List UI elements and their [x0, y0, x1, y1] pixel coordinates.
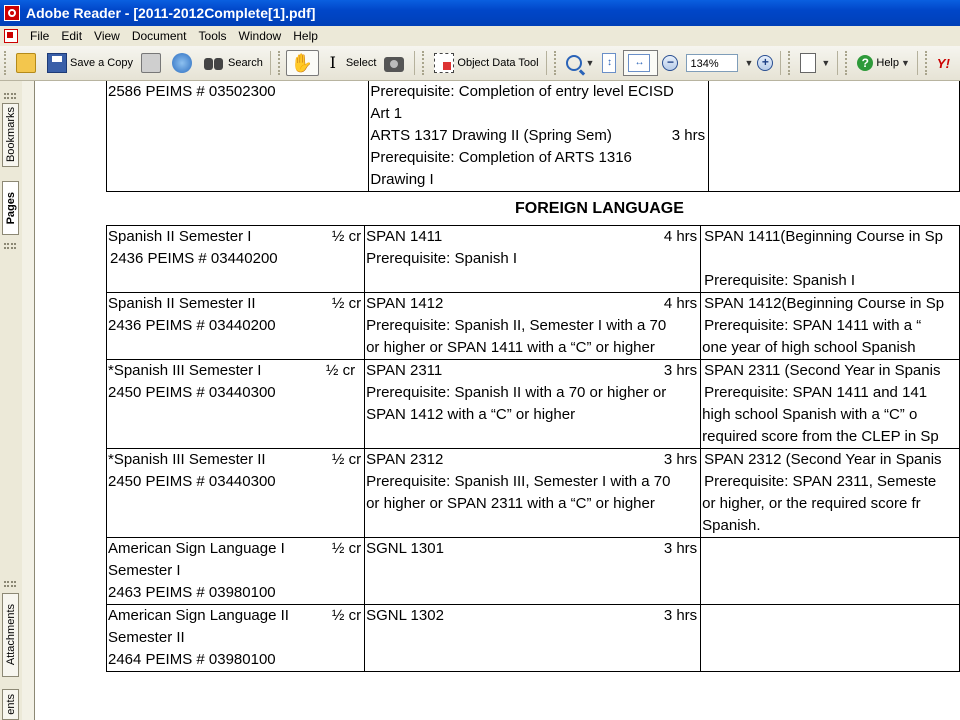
toolbar-separator [780, 51, 781, 75]
course-name: American Sign Language II [108, 607, 289, 624]
search-button[interactable] [199, 50, 267, 76]
table-cell [107, 360, 365, 449]
text-cursor-icon: I [329, 53, 336, 72]
course-line [107, 226, 364, 248]
table-cell [369, 81, 709, 192]
floppy-disk-icon [47, 53, 67, 73]
pages-icon [800, 53, 816, 73]
college-course-text: SPAN 1412(Beginning Course in Sp [704, 295, 945, 312]
course-hours: 4 hrs [663, 295, 698, 312]
title-bar [0, 0, 960, 26]
course-line [365, 360, 700, 382]
course-code: SPAN 1412 [366, 295, 444, 312]
fit-width-icon: ↔ [628, 54, 650, 72]
course-line [107, 293, 364, 315]
prerequisite-text: Prerequisite: Spanish I [366, 250, 518, 267]
save-copy-label: Save a Copy [70, 57, 133, 69]
course-code: ARTS 1317 Drawing II (Spring Sem) [370, 127, 612, 144]
college-course-text: one year of high school Spanish [702, 339, 916, 356]
toolbar-grip[interactable] [925, 51, 930, 75]
tab-pages-label: Pages [4, 191, 17, 225]
chevron-down-icon: ▼ [901, 58, 910, 68]
tab-comments-label: ents [4, 694, 17, 715]
table-cell [701, 293, 960, 360]
toolbar-separator [414, 51, 415, 75]
course-line [369, 125, 708, 147]
zoom-in-button[interactable] [753, 50, 777, 76]
zoom-tool-button[interactable] [562, 50, 599, 76]
college-course-text: SPAN 1411(Beginning Course in Sp [704, 228, 943, 245]
document-view[interactable] [35, 81, 960, 720]
prerequisite-text: Prerequisite: Spanish III, Semester I with a 70 [366, 473, 671, 490]
toolbar-separator [270, 51, 271, 75]
camera-icon [384, 57, 404, 72]
object-data-icon [434, 53, 454, 73]
object-data-tool-label: Object Data Tool [457, 57, 539, 69]
help-button[interactable] [853, 50, 914, 76]
snapshot-button[interactable] [380, 50, 411, 76]
search-label: Search [227, 57, 263, 69]
college-course-text [701, 248, 959, 270]
table-cell [107, 449, 365, 538]
semester-label: Semester II [108, 629, 185, 646]
prerequisite-text: Drawing I [370, 171, 434, 188]
fit-page-button[interactable] [598, 50, 623, 76]
table-cell [701, 449, 960, 538]
credit: ½ cr [331, 451, 362, 468]
page-layout-button[interactable] [796, 50, 834, 76]
prerequisite-text: SPAN 1412 with a “C” or higher [366, 406, 576, 423]
course-line [365, 538, 700, 560]
toolbar-grip[interactable] [278, 51, 283, 75]
course-hours: 3 hrs [663, 540, 698, 557]
tab-bookmarks[interactable] [2, 103, 19, 167]
college-course-text: Prerequisite: SPAN 2311, Semeste [704, 473, 937, 490]
course-code: SPAN 1411 [366, 228, 443, 245]
credit: ½ cr [331, 228, 362, 245]
select-tool-button[interactable] [319, 50, 381, 76]
email-globe-icon [172, 53, 192, 73]
menu-view[interactable]: View [94, 29, 120, 43]
hand-icon: ✋ [290, 53, 314, 73]
peims-number: 2464 PEIMS # 03980100 [108, 651, 276, 668]
zoom-in-icon [566, 55, 582, 71]
course-line [365, 449, 700, 471]
menu-help[interactable]: Help [293, 29, 318, 43]
binoculars-icon [203, 53, 225, 73]
prerequisite-text: Prerequisite: Spanish II, Semester I with a 70 [366, 317, 667, 334]
toolbar-grip[interactable] [4, 51, 9, 75]
object-data-tool-button[interactable] [430, 50, 542, 76]
tab-bookmarks-label: Bookmarks [4, 107, 17, 163]
peims-number: 2436 PEIMS # 03440200 [110, 250, 278, 267]
pdf-document-icon[interactable] [4, 29, 18, 43]
credit: ½ cr [325, 362, 356, 379]
college-course-text: high school Spanish with a “C” o [702, 406, 918, 423]
yahoo-button[interactable] [933, 50, 954, 76]
course-name: *Spanish III Semester I [108, 362, 262, 379]
plus-icon: + [757, 55, 773, 71]
table-cell [107, 226, 365, 293]
course-code: SGNL 1302 [366, 607, 444, 624]
table-cell [365, 449, 701, 538]
zoom-out-button[interactable] [658, 50, 682, 76]
toolbar-grip[interactable] [788, 51, 793, 75]
credit: ½ cr [331, 540, 362, 557]
adobe-reader-icon [4, 5, 20, 21]
prerequisite-text: Prerequisite: Completion of ARTS 1316 [370, 149, 632, 166]
course-line [107, 538, 364, 560]
college-course-text: or higher, or the required score fr [702, 495, 921, 512]
tab-attachments[interactable] [2, 593, 19, 677]
menu-window[interactable]: Window [238, 29, 282, 43]
email-button[interactable] [168, 50, 199, 76]
open-folder-icon [16, 53, 36, 73]
chevron-down-icon: ▼ [585, 58, 595, 68]
peims-number: 2436 PEIMS # 03440200 [108, 317, 276, 334]
printer-icon [141, 53, 161, 73]
open-button[interactable] [12, 50, 43, 76]
table-cell [709, 81, 960, 192]
print-button[interactable] [137, 50, 168, 76]
table-cell [365, 605, 701, 672]
college-course-text: Prerequisite: Spanish I [704, 272, 856, 289]
tab-comments[interactable] [2, 689, 19, 720]
credit: ½ cr [331, 295, 362, 312]
toolbar-grip[interactable] [554, 51, 559, 75]
course-hours: 3 hrs [663, 362, 698, 379]
college-course-text: required score from the CLEP in Sp [702, 428, 939, 445]
course-code: SGNL 1301 [366, 540, 444, 557]
course-name: American Sign Language I [108, 540, 285, 557]
peims-number: 2586 PEIMS # 03502300 [108, 83, 276, 100]
table-cell [107, 538, 365, 605]
course-line [365, 226, 700, 248]
table-cell [107, 81, 369, 192]
window-title: Adobe Reader - [2011-2012Complete[1].pdf] [26, 5, 316, 21]
course-line [107, 360, 364, 382]
art-course-table [106, 81, 960, 192]
foreign-language-table [106, 225, 960, 672]
toolbar-separator [917, 51, 918, 75]
table-cell [365, 293, 701, 360]
section-heading: FOREIGN LANGUAGE [515, 200, 684, 217]
course-name: Spanish II Semester I [108, 228, 252, 245]
table-cell [701, 360, 960, 449]
toolbar-grip[interactable] [845, 51, 850, 75]
save-copy-button[interactable] [43, 50, 137, 76]
table-cell [365, 538, 701, 605]
college-course-text: SPAN 2311 (Second Year in Spanis [704, 362, 941, 379]
course-hours: 3 hrs [663, 607, 698, 624]
fit-width-button[interactable] [623, 50, 658, 76]
zoom-level-field[interactable]: 134% [686, 54, 738, 72]
menu-document[interactable]: Document [131, 29, 187, 43]
panel-divider[interactable] [22, 81, 35, 720]
toolbar-separator [837, 51, 838, 75]
course-hours: 4 hrs [663, 228, 698, 245]
college-course-text: Prerequisite: SPAN 1411 with a “ [704, 317, 922, 334]
college-course-text: Spanish. [702, 517, 761, 534]
zoom-dropdown-icon[interactable]: ▼ [744, 58, 754, 68]
course-line [365, 293, 700, 315]
menu-edit[interactable]: Edit [61, 29, 83, 43]
hand-tool-button[interactable] [286, 50, 319, 76]
semester-label: Semester I [108, 562, 181, 579]
course-code: SPAN 2312 [366, 451, 444, 468]
table-cell [701, 226, 960, 293]
course-line [107, 605, 364, 627]
select-label: Select [345, 57, 377, 69]
prerequisite-text: Prerequisite: Spanish II with a 70 or higher or [366, 384, 667, 401]
tab-pages[interactable] [2, 181, 19, 235]
table-cell [701, 538, 960, 605]
table-row [107, 605, 960, 672]
table-row [107, 293, 960, 360]
tab-grip [4, 581, 16, 587]
help-icon: ? [857, 55, 873, 71]
toolbar [0, 46, 960, 81]
table-cell [365, 360, 701, 449]
course-line [365, 605, 700, 627]
credit: ½ cr [331, 607, 362, 624]
menu-tools[interactable]: Tools [198, 29, 227, 43]
peims-number: 2450 PEIMS # 03440300 [108, 384, 276, 401]
yahoo-logo-icon: Y! [936, 55, 950, 71]
table-row [107, 360, 960, 449]
table-cell [365, 226, 701, 293]
course-line [107, 449, 364, 471]
table-row [107, 81, 960, 192]
prerequisite-text: or higher or SPAN 1411 with a “C” or higher [366, 339, 655, 356]
course-code: SPAN 2311 [366, 362, 443, 379]
table-row [107, 538, 960, 605]
peims-number: 2450 PEIMS # 03440300 [108, 473, 276, 490]
navigation-panel [0, 81, 23, 720]
toolbar-separator [546, 51, 547, 75]
prerequisite-text: or higher or SPAN 2311 with a “C” or higher [366, 495, 655, 512]
tab-grip [4, 243, 16, 249]
table-cell [701, 605, 960, 672]
table-cell [107, 605, 365, 672]
course-hours: 3 hrs [671, 127, 706, 144]
help-label: Help [876, 57, 899, 69]
minus-icon: − [662, 55, 678, 71]
fit-page-icon: ↕ [602, 53, 616, 73]
chevron-down-icon: ▼ [821, 58, 831, 68]
tab-attachments-label: Attachments [4, 604, 17, 666]
course-hours: 3 hrs [663, 451, 698, 468]
toolbar-grip[interactable] [422, 51, 427, 75]
course-name: Spanish II Semester II [108, 295, 256, 312]
table-cell [107, 293, 365, 360]
table-row [107, 449, 960, 538]
course-name: *Spanish III Semester II [108, 451, 266, 468]
menu-file[interactable]: File [30, 29, 50, 43]
tab-grip [4, 93, 16, 99]
table-row [107, 226, 960, 293]
prerequisite-text: Prerequisite: Completion of entry level ECISD [370, 83, 674, 100]
college-course-text: Prerequisite: SPAN 1411 and 141 [704, 384, 928, 401]
menu-bar [0, 26, 960, 46]
prerequisite-text: Art 1 [370, 105, 403, 122]
college-course-text: SPAN 2312 (Second Year in Spanis [704, 451, 942, 468]
peims-number: 2463 PEIMS # 03980100 [108, 584, 276, 601]
